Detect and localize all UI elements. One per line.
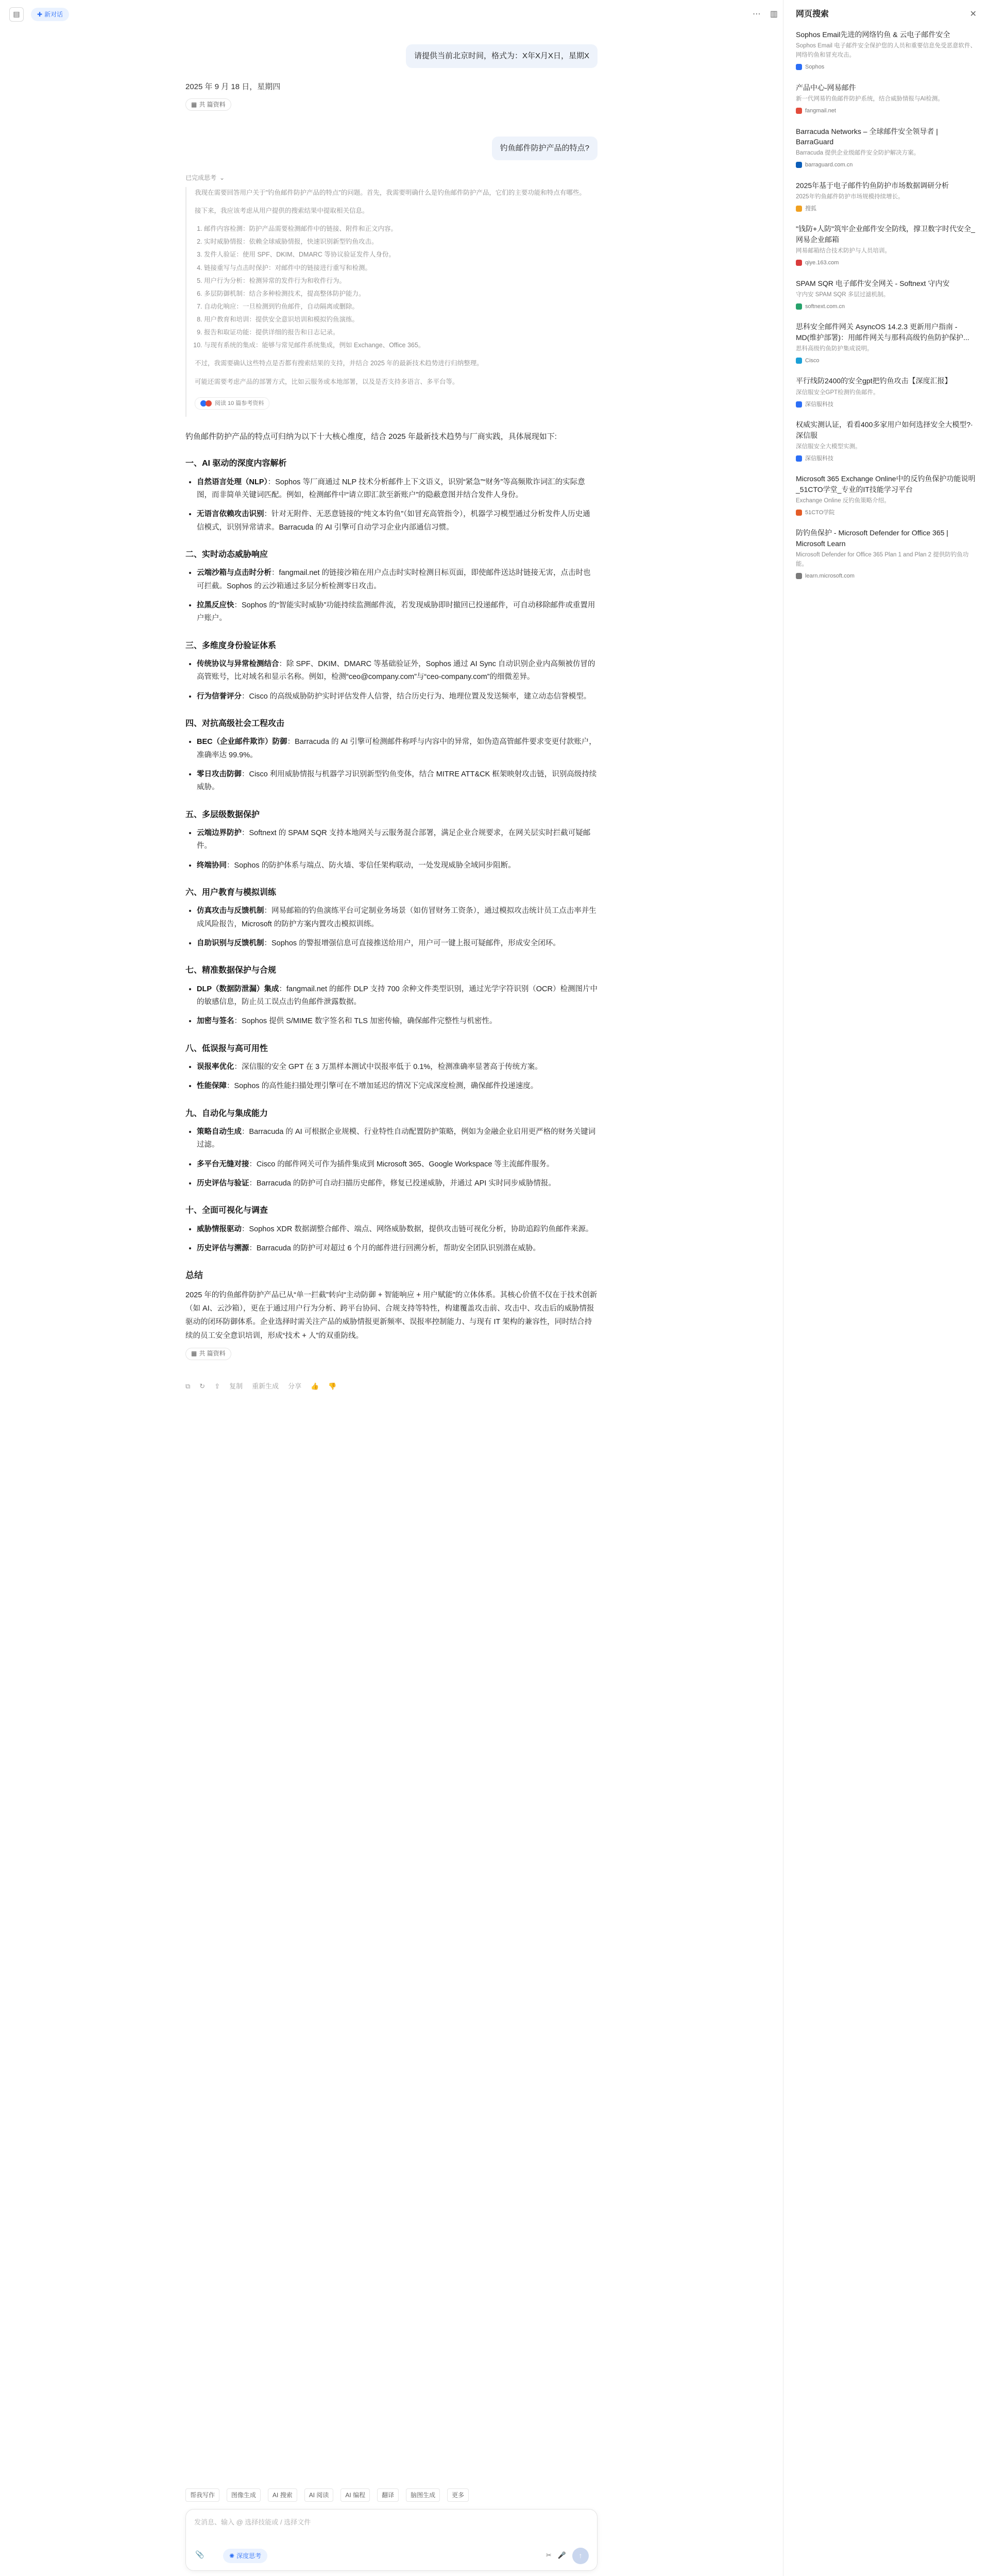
section-item-label: 拉黑反应快: [197, 601, 234, 610]
chevron-down-icon: ⌄: [219, 174, 225, 181]
thumbs-up-icon[interactable]: 👍: [311, 1382, 319, 1390]
top-bar: [0, 0, 783, 29]
section-item-text: ：Barracuda 的 AI 可根据企业规模、行业特性自动配置防护策略，例如为金融企业启用更严格的财务关键词过滤。: [197, 1127, 596, 1149]
reference-item[interactable]: [796, 29, 977, 72]
section-title: 五、多层级数据保护: [185, 810, 260, 819]
reference-item[interactable]: [796, 180, 977, 214]
section-item: [197, 768, 598, 794]
section-item-label: 加密与签名: [197, 1017, 234, 1026]
section-item-text: ：Barracuda 的防护可自动扫描历史邮件，修复已投递威胁，并通过 API 实时同步威胁情报。: [249, 1179, 556, 1188]
quick-tool-button[interactable]: AI 阅读: [304, 2488, 334, 2502]
thinking-label: 已完成思考: [185, 174, 217, 181]
panel-header: [796, 7, 977, 21]
reference-source: [796, 454, 977, 464]
section-item-text: ：Barracuda 的 AI 引擎可检测邮件称呼与内容中的异常，如伪造高管邮件要求变更付款账户，准确率达 99.9%。: [197, 738, 596, 759]
section-title: 十、全面可视化与调查: [185, 1206, 268, 1215]
reference-title[interactable]: 思科安全邮件网关 AsyncOS 14.2.3 更新用户指南 - MD(维护部署)：用邮件网关与那科高级钓鱼防护保护...: [796, 323, 969, 342]
user-bubble: 请提供当前北京时间，格式为：X年X月X日，星期X: [406, 44, 598, 68]
thinking-paragraph: 我现在需要回答用户关于"钓鱼邮件防护产品的特点"的问题。首先，我需要明确什么是钓鱼邮件防护产品，它们的主要功能和特点有哪些。: [195, 189, 586, 196]
thinking-list-item: 4. 链接重写与点击时保护：对邮件中的链接进行重写和检测。: [204, 262, 598, 274]
reference-item[interactable]: [796, 419, 977, 463]
reference-source-label: learn.microsoft.com: [805, 572, 855, 579]
reference-source: [796, 106, 977, 116]
reference-item[interactable]: [796, 224, 977, 267]
answer-section: [185, 963, 598, 1028]
reference-list: [796, 29, 977, 581]
thinking-list-item: 5. 用户行为分析：检测异常的发件行为和收件行为。: [204, 275, 598, 287]
thinking-toggle[interactable]: [185, 173, 598, 183]
reference-source: [796, 571, 977, 581]
reference-snippet: 网易邮箱结合技术防护与人员培训。: [796, 248, 891, 255]
copy-icon[interactable]: ⧉: [185, 1382, 191, 1390]
reference-snippet: 深信服安全大模型实测。: [796, 443, 861, 450]
reference-title[interactable]: SPAM SQR 电子邮件安全网关 - Softnext 守内安: [796, 279, 950, 287]
sources-chip[interactable]: [185, 98, 231, 111]
reference-snippet: 守内安 SPAM SQR 多层过滤机制。: [796, 291, 890, 298]
reference-source-label: Cisco: [805, 357, 820, 364]
section-item: [197, 599, 598, 625]
reference-title[interactable]: Sophos Email先进的网络钓鱼 & 云电子邮件安全: [796, 30, 950, 39]
thinking-paragraph: 可能还需要考虑产品的部署方式，比如云服务或本地部署，以及是否支持多语言、多平台等。: [195, 378, 459, 385]
section-item-label: 终端协同: [197, 861, 227, 870]
thinking-list-item: 8. 用户教育和培训：提供安全意识培训和模拟钓鱼演练。: [204, 314, 598, 326]
chat-column: [185, 29, 598, 2502]
section-item: [197, 476, 598, 502]
answer-section: [185, 548, 598, 625]
reference-source: [796, 160, 977, 170]
plus-icon: ✚: [37, 10, 43, 18]
reference-source-label: 深信服科技: [805, 455, 833, 462]
section-item: [197, 1015, 598, 1028]
section-item-text: ：网易邮箱的钓鱼演练平台可定制业务场景（如仿冒财务工资条），通过模拟攻击统计员工点击率并生成风险报告，Microsoft 的防护方案内置攻击模拟训练。: [197, 907, 596, 928]
section-item-label: 性能保障: [197, 1082, 227, 1091]
section-item: [197, 827, 598, 853]
section-item-text: ：针对无附件、无恶意链接的“纯文本钓鱼”（如冒充高管指令），机器学习模型通过分析发件人历史通信模式，识别异常请求。Barracuda 的 AI 引擎可自动学习企业内部通信习惯。: [197, 510, 590, 532]
reference-title[interactable]: "钱防+人防"筑牢企业邮件安全防线，撑卫数字时代安全_网易企业邮箱: [796, 225, 975, 244]
answer-section: [185, 456, 598, 534]
section-item-label: 自助识别与反馈机制: [197, 939, 264, 948]
section-item-label: 无语言依赖攻击识别: [197, 510, 264, 519]
section-item: [197, 508, 598, 534]
section-item: [197, 1080, 598, 1093]
deep-think-button[interactable]: [223, 2549, 267, 2563]
section-item-text: ：Cisco 的高级威胁防护实时评估发件人信誉，结合历史行为、地理位置及发送频率，建立动态信誉模型。: [242, 692, 591, 701]
scissors-icon[interactable]: ✂: [545, 2551, 552, 2559]
assistant-reply: [185, 80, 598, 122]
top-actions: [753, 7, 778, 21]
sidebar-toggle-icon[interactable]: ▤: [9, 7, 24, 22]
section-item-text: ：Sophos 的警报增强信息可直接推送给用户，用户可一键上报可疑邮件，形成安全闭环。: [264, 939, 560, 948]
section-item-text: ：fangmail.net 的邮件 DLP 支持 700 余种文件类型识别，通过光学字符识别（OCR）检测图片中的敏感信息，防止员工误点击钓鱼邮件泄露数据。: [197, 985, 598, 1007]
close-icon[interactable]: ✕: [969, 10, 977, 19]
section-item: [197, 1158, 598, 1171]
source-dot-icon: [206, 400, 212, 406]
section-list: [185, 905, 598, 950]
user-message: [185, 44, 598, 68]
reference-source-label: 深信服科技: [805, 401, 833, 408]
reference-snippet: 深信服安全GPT检测钓鱼邮件。: [796, 389, 879, 396]
thinking-list-item: 6. 多层防御机制：结合多种检测技术，提高整体防护能力。: [204, 288, 598, 300]
section-item-text: ：Sophos XDR 数据湖整合邮件、端点、网络威胁数据，提供攻击链可视化分析，协助追踪钓鱼邮件来源。: [242, 1225, 593, 1233]
reference-source: [796, 302, 977, 312]
section-list: [185, 736, 598, 794]
section-list: [185, 567, 598, 625]
composer-tools: [546, 2550, 566, 2561]
reference-source: [796, 62, 977, 72]
reference-source-label: 搜狐: [805, 205, 816, 212]
regenerate-icon[interactable]: ↻: [199, 1382, 206, 1390]
thinking-block: [185, 187, 598, 417]
section-item-label: 多平台无缝对接: [197, 1160, 249, 1168]
section-item-text: ：Sophos 提供 S/MIME 数字签名和 TLS 加密传输，确保邮件完整性与机密性。: [234, 1017, 497, 1026]
favicon-icon: [796, 64, 802, 70]
reference-item[interactable]: [796, 278, 977, 312]
section-item: [197, 658, 598, 684]
answer-section: [185, 717, 598, 794]
section-list: [185, 1223, 598, 1256]
reference-title[interactable]: 防钓鱼保护 - Microsoft Defender for Office 365 | Microsoft Learn: [796, 529, 948, 548]
quick-tool-button[interactable]: 帮我写作: [185, 2488, 219, 2502]
sources-chip-label: 共 篇资料: [199, 1350, 226, 1358]
reference-source-label: softnext.com.cn: [805, 303, 845, 310]
new-chat-label: 新对话: [44, 10, 63, 18]
share-icon[interactable]: ⇪: [214, 1382, 220, 1390]
reference-source-label: qiye.163.com: [805, 259, 839, 266]
section-list: [185, 983, 598, 1028]
section-item-text: ：Softnext 的 SPAM SQR 支持本地网关与云服务混合部署，满足企业合规要求，在网关层实时拦截可疑邮件。: [197, 829, 591, 851]
reference-title[interactable]: 产品中心-网易邮件: [796, 83, 856, 92]
panel-title: 网页搜索: [796, 10, 829, 19]
section-list: [185, 1126, 598, 1191]
favicon-icon: [796, 573, 802, 579]
section-item-text: ：Sophos 的“智能实时威胁”功能持续监测邮件流，若发现威胁即时撤回已投递邮件，可自动移除邮件或重置用户账户。: [197, 601, 595, 623]
section-title: 四、对抗高级社会工程攻击: [185, 719, 285, 728]
reference-source: [796, 508, 977, 518]
thinking-list-item: 2. 实时威胁情报：依赖全球威胁情报，快速识别新型钓鱼攻击。: [204, 236, 598, 248]
sources-chip[interactable]: [185, 1348, 231, 1360]
quick-tool-button[interactable]: AI 编程: [340, 2488, 370, 2502]
reference-title[interactable]: 权威实测认证，看看400多家用户如何选择安全大模型?·深信服: [796, 420, 973, 439]
reference-source-label: 51CTO学院: [805, 509, 835, 516]
section-item-label: 仿真攻击与反馈机制: [197, 907, 264, 916]
section-list: [185, 658, 598, 703]
answer-section: [185, 639, 598, 703]
section-item: [197, 983, 598, 1009]
section-item-label: 云端边界防护: [197, 829, 242, 838]
section-item: [197, 1242, 598, 1255]
section-item-text: ：Sophos 等厂商通过 NLP 技术分析邮件上下文语义，识别“紧急”“财务”等高频欺诈词汇的实际意图，而非简单关键词匹配。例如，检测邮件中“请立即汇款至新账户”的隐蔽意图并结合发件人身份。: [197, 478, 585, 500]
section-title: 六、用户教育与模拟训练: [185, 888, 277, 897]
section-item: [197, 1061, 598, 1074]
section-item-label: 威胁情报驱动: [197, 1225, 242, 1233]
section-list: [185, 476, 598, 535]
section-item: [197, 1126, 598, 1152]
reference-title[interactable]: 平行线防2400的安全gpt把钓鱼攻击【深度汇报】: [796, 377, 952, 385]
section-item-text: ：深信服的安全 GPT 在 3 万黑样本测试中误报率低于 0.1%，检测准确率显著高于传统方案。: [234, 1062, 542, 1071]
reference-snippet: 新一代网易钓鱼邮件防护系统，结合威胁情报与AI检测。: [796, 96, 944, 103]
favicon-icon: [796, 108, 802, 114]
section-title: 七、精准数据保护与合规: [185, 966, 277, 975]
reference-snippet: Barracuda 提供企业级邮件安全防护解决方案。: [796, 150, 920, 157]
reply-text: 2025 年 9 月 18 日，星期四: [185, 82, 281, 91]
reference-source-label: fangmail.net: [805, 107, 836, 114]
reference-snippet: Exchange Online 反钓鱼策略介绍。: [796, 497, 890, 504]
section-title: 二、实时动态威胁响应: [185, 550, 268, 560]
quick-tools: [185, 2488, 598, 2502]
answer-section: [185, 1204, 598, 1255]
thinking-list-item: 10. 与现有系统的集成：能够与常见邮件系统集成，例如 Exchange、Office 365。: [204, 340, 598, 351]
thinking-sources-label: 阅读 10 篇参考资料: [215, 400, 264, 406]
section-item: [197, 905, 598, 931]
section-item-label: 传统协议与异常检测结合: [197, 660, 279, 669]
section-item: [197, 1223, 598, 1236]
section-item-label: 误报率优化: [197, 1062, 234, 1071]
favicon-icon: [796, 260, 802, 266]
quick-tool-button[interactable]: 翻译: [377, 2488, 399, 2502]
thinking-sources[interactable]: [195, 397, 269, 410]
thinking-list-item: 7. 自动化响应：一旦检测到钓鱼邮件，自动隔离或删除。: [204, 301, 598, 313]
section-item-label: 历史评估与验证: [197, 1179, 249, 1188]
reference-source-label: barraguard.com.cn: [805, 162, 853, 168]
section-title: 九、自动化与集成能力: [185, 1109, 268, 1118]
favicon-icon: [796, 358, 802, 364]
answer-section: [185, 886, 598, 950]
reference-source: [796, 356, 977, 366]
panel-icon[interactable]: ▥: [770, 10, 778, 19]
copy-label[interactable]: 复制: [229, 1382, 243, 1390]
section-item-label: 云端沙箱与点击时分析: [197, 569, 271, 578]
composer[interactable]: [185, 2509, 598, 2571]
reference-title[interactable]: 2025年基于电子邮件钓鱼防护市场数据调研分析: [796, 181, 949, 190]
reference-snippet: Microsoft Defender for Office 365 Plan 1 and Plan 2 提供防钓鱼功能。: [796, 552, 969, 567]
answer-section: [185, 808, 598, 872]
section-item-text: ：fangmail.net 的链接沙箱在用户点击时实时检测目标页面，即使邮件送达时链接无害，点击时也可拦截。Sophos 的云沙箱通过多层分析检测零日攻击。: [197, 569, 591, 590]
section-list: [185, 827, 598, 872]
section-item-text: ：Cisco 利用威胁情报与机器学习识别新型钓鱼变体，结合 MITRE ATT&CK 框架映射攻击链，识别高级持续威胁。: [197, 770, 597, 792]
regenerate-label[interactable]: 重新生成: [252, 1382, 279, 1390]
thinking-paragraph: 接下来，我应该考虑从用户提供的搜索结果中提取相关信息。: [195, 207, 369, 215]
reference-source: [796, 204, 977, 214]
section-item-label: 零日攻击防御: [197, 770, 242, 779]
user-bubble: 钓鱼邮件防护产品的特点?: [492, 137, 598, 160]
answer-intro: 钓鱼邮件防护产品的特点可归纳为以下十大核心维度，结合 2025 年最新技术趋势与厂商实践，具体展现如下:: [185, 432, 557, 441]
share-label[interactable]: 分享: [288, 1382, 302, 1390]
reference-item[interactable]: [796, 528, 977, 581]
send-button[interactable]: ↑: [572, 2548, 589, 2564]
reference-item[interactable]: [796, 82, 977, 116]
user-message: [185, 137, 598, 160]
answer-sections: [185, 456, 598, 1255]
section-item-label: BEC（企业邮件欺诈）防御: [197, 738, 287, 747]
section-item: [197, 690, 598, 703]
section-title: 八、低误报与高可用性: [185, 1044, 268, 1053]
quick-tool-button[interactable]: 更多: [447, 2488, 469, 2502]
mic-icon[interactable]: 🎤: [557, 2551, 566, 2559]
thinking-list-item: 9. 报告和取证功能：提供详细的报告和日志记录。: [204, 327, 598, 338]
composer-input[interactable]: 发消息、输入 @ 选择技能或 / 选择文件: [194, 2518, 311, 2526]
more-icon[interactable]: ⋯: [752, 10, 761, 19]
favicon-icon: [796, 401, 802, 408]
thinking-list-item: 1. 邮件内容检测：防护产品需要检测邮件中的链接、附件和正文内容。: [204, 223, 598, 235]
reference-item[interactable]: [796, 376, 977, 409]
section-item-text: ：Sophos 的高性能扫描处理引擎可在不增加延迟的情况下完成深度检测，确保邮件投递速度。: [227, 1082, 538, 1091]
favicon-icon: [796, 303, 802, 310]
reference-source: [796, 400, 977, 410]
section-item: [197, 567, 598, 593]
new-chat-button[interactable]: [31, 8, 69, 21]
answer-section: [185, 1107, 598, 1191]
atom-icon: ✺: [229, 2552, 235, 2560]
summary-text: 2025 年的钓鱼邮件防护产品已从“单一拦截”转向“主动防御 + 智能响应 + 用户赋能”的立体体系。其核心价值不仅在于技术创新（如 AI、云沙箱），更在于通过用户行为分析、跨平台协同、合规支持等特性，构建覆盖攻击前、攻击中、攻击后的威胁情报驱动的闭环防御体系。企业选择时需关注产品的威胁情报更新频率、误报率控制能力、与现有 IT 架构的兼容性，同时结合持续的员工安全意识培训，形成“技术 + 人”的双重防线。: [185, 1291, 598, 1340]
section-item-text: ：Sophos 的防护体系与端点、防火墙、零信任架构联动，一处发现威胁全域同步阻断。: [227, 861, 516, 870]
book-icon: ▦: [191, 1350, 197, 1358]
answer-section: [185, 1042, 598, 1093]
web-search-panel: [783, 0, 989, 2576]
reference-item[interactable]: [796, 473, 977, 517]
thumbs-down-icon[interactable]: 👎: [328, 1382, 337, 1390]
thinking-list: [195, 223, 598, 351]
reference-snippet: Sophos Email 电子邮件安全保护您的人员和重要信息免受恶意软件、网络钓鱼和冒充攻击。: [796, 43, 977, 59]
quick-tool-button[interactable]: AI 搜索: [268, 2488, 297, 2502]
reference-title[interactable]: Barracuda Networks – 全球邮件安全领导者 | BarraGuard: [796, 127, 938, 146]
section-item: [197, 937, 598, 950]
section-item-text: ：Barracuda 的防护可对超过 6 个月的邮件进行回溯分析，帮助安全团队识别潜在威胁。: [249, 1244, 541, 1252]
thinking-paragraph: 不过，我需要确认这些特点是否都有搜索结果的支持，并结合 2025 年的最新技术趋势进行归纳整理。: [195, 360, 483, 367]
section-item-text: ：Cisco 的邮件网关可作为插件集成到 Microsoft 365、Google Workspace 等主流邮件服务。: [249, 1160, 554, 1168]
message-actions: [185, 1381, 598, 1392]
section-item-text: ：除 SPF、DKIM、DMARC 等基础验证外，Sophos 通过 AI Sync 自动识别企业内高频被仿冒的高管账号，比对域名和显示名称。例如，检测“ceo@company.com”与“ceo-company.com”的细微差异。: [197, 660, 595, 682]
summary-title: 总结: [185, 1270, 203, 1281]
quick-tool-button[interactable]: 脑图生成: [406, 2488, 440, 2502]
thinking-list-item: 3. 发件人验证：使用 SPF、DKIM、DMARC 等协议验证发件人身份。: [204, 249, 598, 261]
sources-chip-label: 共 篇资料: [199, 100, 226, 108]
favicon-icon: [796, 455, 802, 462]
reference-snippet: 2025年钓鱼邮件防护市场规模持续增长。: [796, 193, 904, 200]
section-item-label: 策略自动生成: [197, 1127, 242, 1136]
quick-tool-button[interactable]: 图像生成: [227, 2488, 261, 2502]
deep-think-label: 深度思考: [236, 2552, 262, 2560]
section-item-label: 行为信誉评分: [197, 692, 242, 701]
book-icon: ▦: [191, 100, 197, 108]
reference-source-label: Sophos: [805, 64, 825, 71]
favicon-icon: [796, 162, 802, 168]
section-title: 一、AI 驱动的深度内容解析: [185, 459, 287, 468]
section-item-label: DLP（数据防泄漏）集成: [197, 985, 279, 993]
reference-title[interactable]: Microsoft 365 Exchange Online中的反钓鱼保护功能说明_51CTO学堂_专业的IT技能学习平台: [796, 474, 976, 494]
reference-source: [796, 258, 977, 268]
section-list: [185, 1061, 598, 1093]
reference-snippet: 思科高级钓鱼防护集成说明。: [796, 345, 873, 352]
reference-item[interactable]: [796, 126, 977, 170]
section-item: [197, 1177, 598, 1190]
attach-icon[interactable]: 📎: [195, 2550, 204, 2559]
section-item: [197, 859, 598, 872]
section-item-label: 自然语言处理（NLP）: [197, 478, 268, 486]
favicon-icon: [796, 206, 802, 212]
favicon-icon: [796, 510, 802, 516]
section-title: 三、多维度身份验证体系: [185, 641, 277, 650]
section-item-label: 历史评估与溯源: [197, 1244, 249, 1252]
section-item: [197, 736, 598, 762]
reference-item[interactable]: [796, 321, 977, 365]
